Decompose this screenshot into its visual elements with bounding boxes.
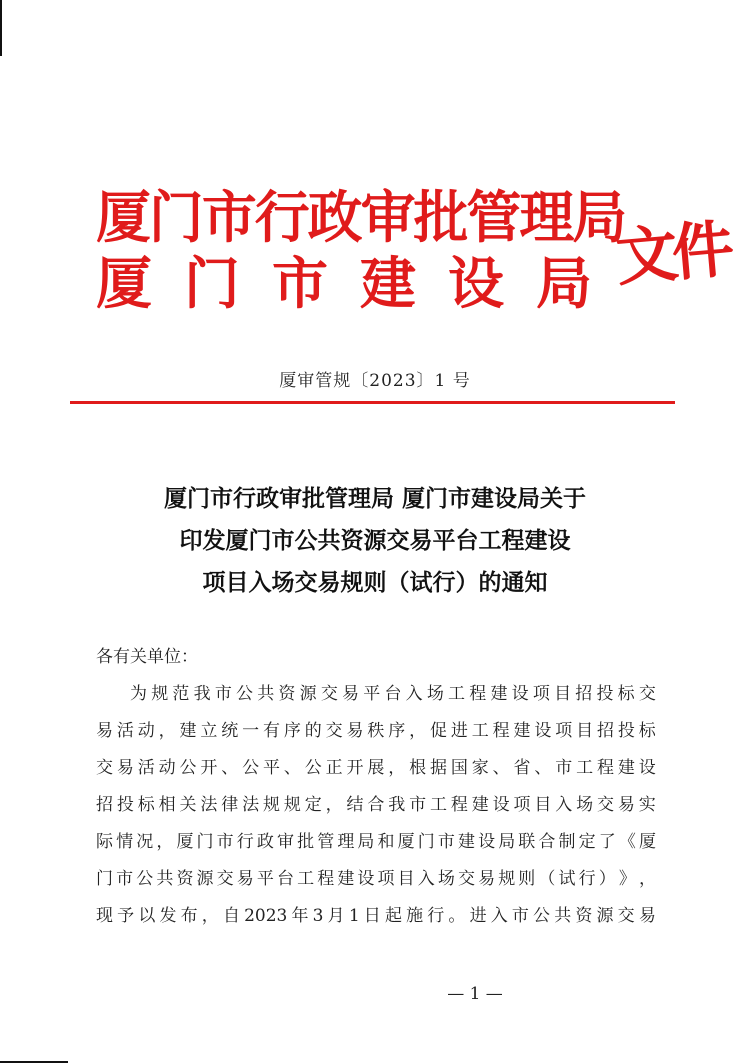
issuer-line-2-char: 市 [272,251,328,317]
issuer-line-2-char: 门 [184,251,240,317]
page-number: — 1 — [447,984,503,1004]
title-line: 印发厦门市公共资源交易平台工程建设 [179,528,571,554]
issuer-line-2-char: 厦 [96,251,152,317]
title-line: 厦门市行政审批管理局 厦门市建设局关于 [163,486,586,512]
body-paragraph [96,676,656,935]
wenjian-mark: 文件 [612,212,731,295]
issuer-line-2 [96,251,592,317]
issuer-line-2-char: 建 [360,251,416,317]
issuer-line-2-char: 局 [536,251,592,317]
body-line: 招 投 标 相 关 法 律 法 规 规 定 ， 结 合 我 市 工 程 建 设 项 目 入 场 交 易 实 [96,795,656,815]
issuer-line-2-char: 设 [448,251,504,317]
scan-edge-mark [0,0,2,56]
body-line: 际 情 况 ， 厦 门 市 行 政 审 批 管 理 局 和 厦 门 市 建 设 局 联 合 制 定 了 《 厦 [96,832,656,852]
body-line: 门 市 公 共 资 源 交 易 平 台 工 程 建 设 项 目 入 场 交 易 规 则 （ 试 行 ） 》 ， [96,869,656,889]
document-number: 厦审管规〔2023〕1 号 [279,371,471,391]
title-line: 项目入场交易规则（试行）的通知 [202,570,548,596]
issuer-line-1: 厦门市行政审批管理局 [96,185,626,251]
body-line: 交 易 活 动 公 开 、 公 平 、 公 正 开 展 ， 根 据 国 家 、 省 、 市 工 程 建 设 [96,758,656,778]
body-line: 易 活 动 ， 建 立 统 一 有 序 的 交 易 秩 序 ， 促 进 工 程 建 设 项 目 招 投 标 [96,721,656,741]
salutation: 各有关单位： [96,647,198,667]
red-divider [70,401,675,404]
body-line: 现 予 以 发 布 ， 自 2023 年 3 月 1 日 起 施 行 。 进 入 市 公 共 资 源 交 易 [96,906,656,926]
document-title [0,478,750,604]
body-line: 为 规 范 我 市 公 共 资 源 交 易 平 台 入 场 工 程 建 设 项 目 招 投 标 交 [130,684,656,704]
